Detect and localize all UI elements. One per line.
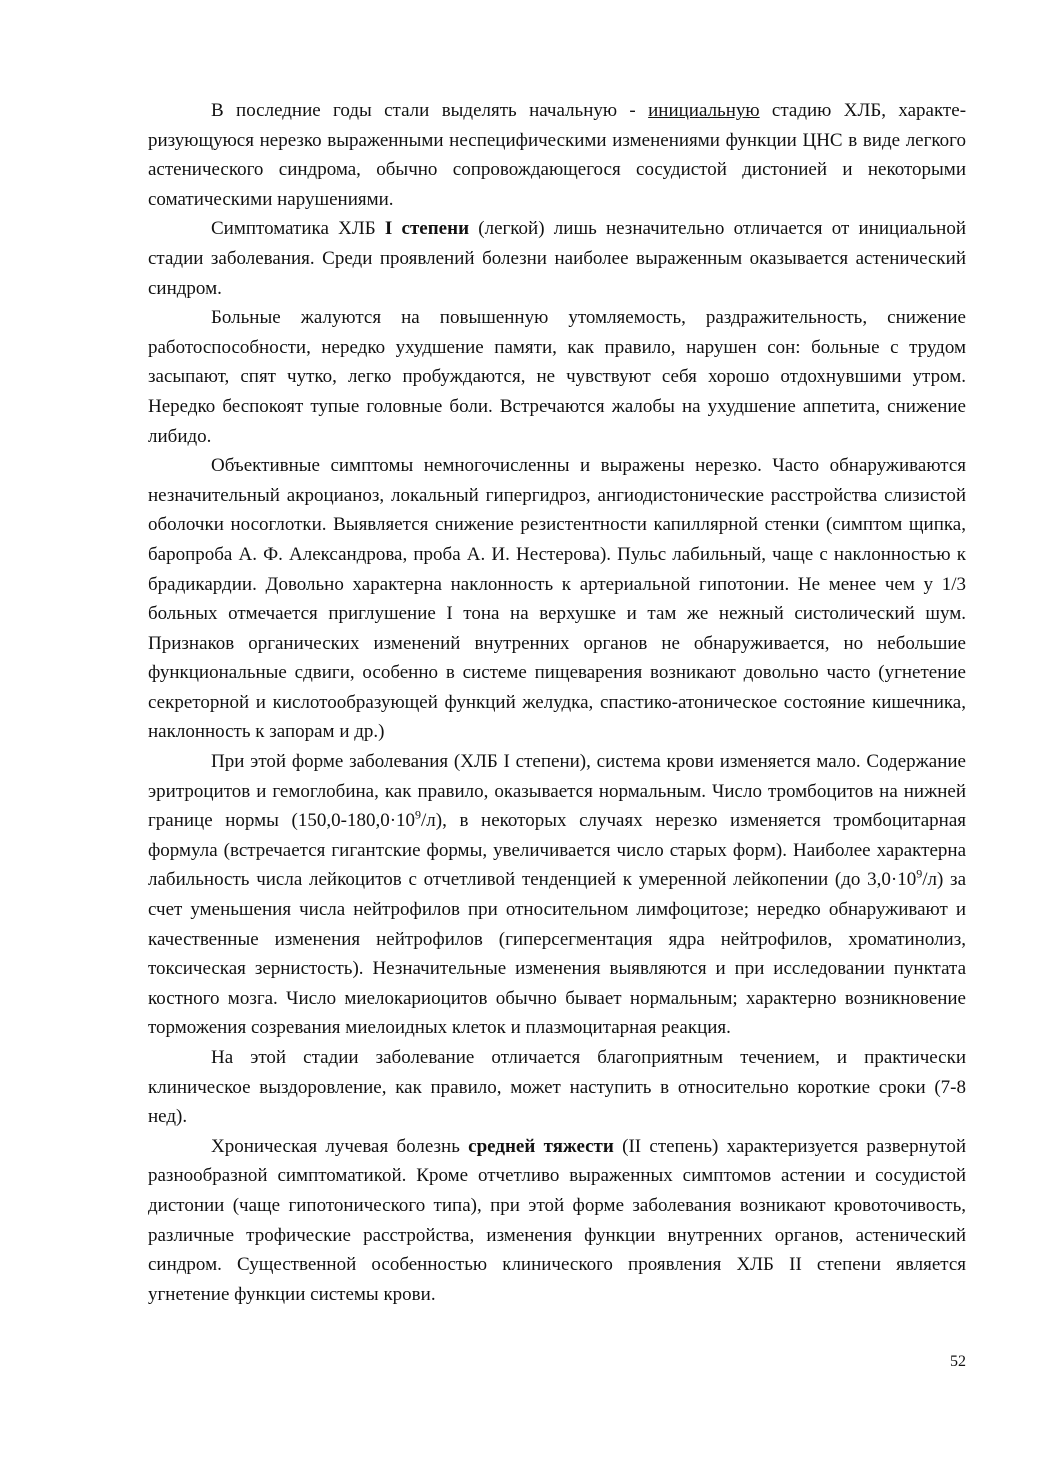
text-run: (II степень) характеризуется развернутой разнообразной симптоматикой. Кроме отчетливо выраженных симптомов астении и сосудистой дистонии (чаще гипотонического типа), при этой форме заболевания возникают кровоточивость, различные трофические расстройства, изменения функции внутренних органов, астенический синдром. Существенной особенностью клинического проявления ХЛБ II степени является угнетение функции системы крови. xyxy=(148,1135,966,1305)
body-text xyxy=(148,96,966,1309)
paragraph xyxy=(148,747,966,1043)
paragraph xyxy=(148,214,966,303)
document-page xyxy=(148,96,966,1356)
text-run: (легкой) лишь незначительно отличается от инициальной стадии заболевания. Среди проявлений болезни наиболее выраженным оказывается астенический синдром. xyxy=(148,218,966,299)
underlined-text: инициальную xyxy=(648,100,760,121)
superscript: 9 xyxy=(415,807,422,822)
text-run: Объективные симптомы немногочисленны и выражены нерезко. Часто обнаруживаются незначительный акроцианоз, локальный гипергидроз, ангиодистонические расстройства слизистой оболочки носоглотки. Выявляется снижение резистентности капиллярной стенки (симптом щипка, баропроба А. Ф. Александрова, проба А. И. Нестерова). Пульс лабильный, чаще с наклонностью к брадикардии. Довольно характерна наклонность к артериальной гипотонии. Не менее чем у 1/3 больных отмечается приглушение I тона на верхушке и там же нежный систолический шум. Признаков органических изменений внутренних органов не обнаруживается, но небольшие функциональные сдвиги, особенно в системе пищеварения возникают довольно часто (угнетение секреторной и кислотообразующей функций желудка, спастико-атоническое состояние кишечника, наклонность к запорам и др.) xyxy=(148,455,966,743)
page-number: 52 xyxy=(950,1353,966,1370)
text-run: /л), в некоторых случаях нерезко изменяется тромбоцитарная формула (встречается гигантские формы, увеличивается число старых форм). Наиболее характерна лабильность числа лейкоцитов с отчетливой тенденцией к умеренной лейкопении (до 3,0·10 xyxy=(148,810,966,891)
text-run: При этой форме заболевания (ХЛБ I степени), система крови изменяется мало. Содержание эритроцитов и гемоглобина, как правило, оказывается нормальным. Число тромбоцитов на нижней границе нормы (150,0-180,0·10 xyxy=(148,751,966,832)
paragraph xyxy=(148,1043,966,1132)
text-run: На этой стадии заболевание отличается благоприятным течением, и практически клиническое выздоровление, как правило, может наступить в относительно короткие сроки (7-8 нед). xyxy=(148,1047,966,1128)
paragraph xyxy=(148,1132,966,1310)
paragraph xyxy=(148,96,966,214)
text-run: Больные жалуются на повышенную утомляемость, раздражительность, снижение работоспособности, нередко ухудшение памяти, как правило, нарушен сон: больные с трудом засыпают, спят чутко, легко пробуждаются, не чувствуют себя хорошо отдохнувшими утром. Нередко беспокоят тупые головные боли. Встречаются жалобы на ухудшение аппетита, снижение либидо. xyxy=(148,307,966,447)
text-run: /л) за счет уменьшения числа нейтрофилов при относительном лимфоцитозе; нередко обнаруживают и качественные изменения нейтрофилов (гиперсегментация ядра нейтрофилов, хроматинолиз, токсическая зернистость). Незначительные изменения выявляются и при исследовании пунктата костного мозга. Число миелокариоцитов обычно бывает нормальным; характерно возникновение торможения созревания миелоидных клеток и плазмоцитарная реакция. xyxy=(148,869,966,1039)
paragraph xyxy=(148,303,966,451)
bold-text: средней тяжести xyxy=(468,1135,614,1157)
bold-text: I степени xyxy=(384,218,470,240)
text-run: стадию ХЛБ, характеризующуюся нерезко выраженными неспецифическими изменениями функции ЦНС в виде легкого астенического синдрома, обычно сопровождающегося сосудистой дистонией и некоторыми соматическими нарушениями. xyxy=(148,100,967,210)
paragraph xyxy=(148,451,966,747)
text-run: Симптоматика ХЛБ xyxy=(211,218,385,240)
superscript: 9 xyxy=(916,867,923,882)
text-run: Хроническая лучевая болезнь xyxy=(211,1135,469,1157)
text-run: В последние годы стали выделять начальную - xyxy=(211,100,649,121)
